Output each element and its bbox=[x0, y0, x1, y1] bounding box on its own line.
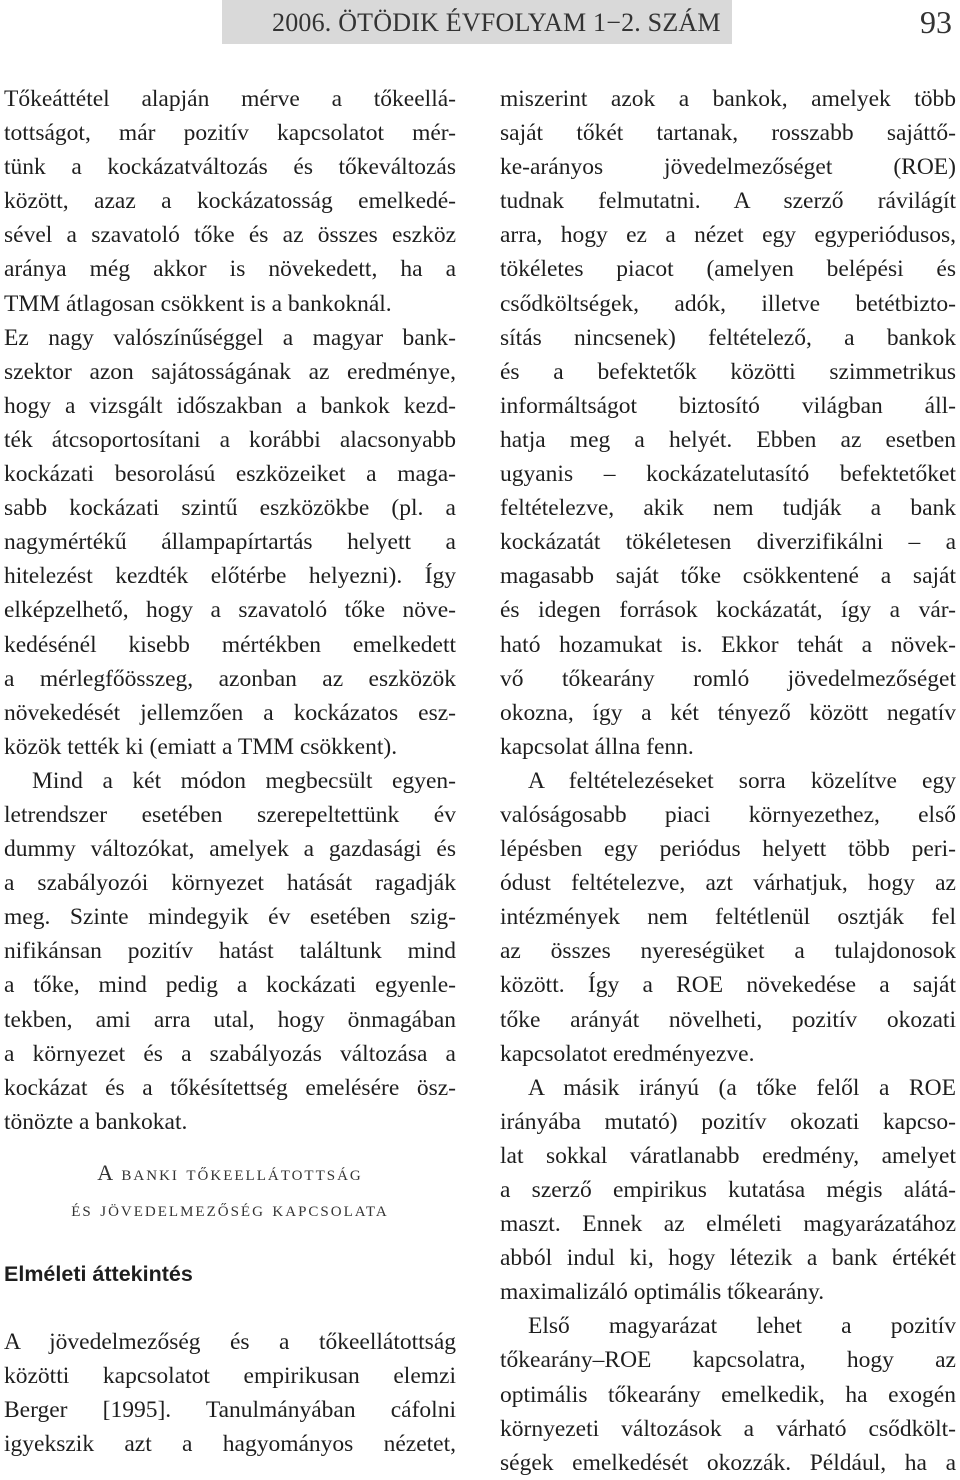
text-line: maximalizáló optimális tőkearány. bbox=[500, 1279, 825, 1306]
text-line: lépésben egy periódus helyett több peri- bbox=[500, 836, 956, 863]
text-line: csődköltségek, adók, illetve betétbizto- bbox=[500, 290, 956, 317]
text-line: aránya még akkor is növekedett, ha a bbox=[4, 256, 456, 283]
text-line: A jövedelmezőség és a tőkeellátottság bbox=[4, 1329, 456, 1355]
text-line: saját tőkét tartanak, rosszabb sajáttő- bbox=[500, 120, 956, 147]
text-line: és a befektetők közötti szimmetrikus bbox=[500, 358, 956, 385]
text-line: magasabb saját tőke csökkentené a saját bbox=[500, 563, 956, 590]
text-line: tőke arányát növelheti, pozitív okozati bbox=[500, 1006, 956, 1033]
text-line: tottságot, már pozitív kapcsolatot mér- bbox=[4, 120, 456, 147]
text-line: kockázati besorolású eszközeiket a maga- bbox=[4, 461, 456, 488]
text-line: intézmények nem feltétlenül osztják fel bbox=[500, 904, 956, 931]
text-line: dummy változókat, amelyek a gazdasági és bbox=[4, 836, 456, 863]
text-line: vő tőkearány romló jövedelmezőséget bbox=[500, 665, 956, 692]
page-number: 93 bbox=[920, 4, 952, 40]
text-line: a környezet és a szabályozás változása a bbox=[4, 1040, 456, 1067]
text-line: tökéletes piacot (amelyen belépési és bbox=[500, 256, 956, 283]
text-line: ték átcsoportosítani a korábbi alacsonyabb bbox=[4, 426, 456, 453]
right-paragraph-1 bbox=[500, 82, 956, 764]
right-paragraph-3 bbox=[500, 1071, 956, 1310]
text-line: között. Így a ROE növekedése a saját bbox=[500, 972, 956, 999]
text-line: abból indul ki, hogy létezik a bank értékét bbox=[500, 1245, 956, 1272]
subheading: Elméleti áttekintés bbox=[4, 1262, 193, 1286]
text-line: arra, hogy ez a nézet egy egyperiódusos, bbox=[500, 222, 956, 249]
section-title-line-1: A banki tőkeellátottság bbox=[97, 1160, 363, 1185]
text-line: a szabályozói környezet hatását ragadják bbox=[4, 870, 456, 897]
text-line: sabb kockázati szintű eszközökbe (pl. a bbox=[4, 495, 456, 522]
text-line: feltételezve, akik nem tudják a bank bbox=[500, 495, 956, 522]
text-line: a szerző empirikus kutatása mégis alátá- bbox=[500, 1177, 956, 1203]
text-line: tünk a kockázatváltozás és tőkeváltozás bbox=[4, 154, 456, 181]
text-line: elképzelhető, hogy a szavatoló tőke növe- bbox=[4, 597, 456, 624]
text-line: hitelezést kezdték előtérbe helyezni). Így bbox=[4, 563, 456, 590]
text-line: ódust feltételezve, azt várhatjuk, hogy az bbox=[500, 870, 956, 897]
left-paragraph-3 bbox=[4, 1325, 456, 1461]
text-line: ható hozamukat is. Ekkor tehát a növek- bbox=[500, 631, 956, 658]
text-line: Első magyarázat lehet a pozitív bbox=[528, 1313, 956, 1340]
text-line: valóságosabb piaci környezethez, első bbox=[500, 801, 956, 828]
text-line: az összes nyereségüket a tulajdonosok bbox=[500, 938, 956, 965]
text-line: növekedését jellemzően a kockázatos esz- bbox=[4, 699, 456, 726]
text-line: A másik irányú (a tőke felől a ROE bbox=[528, 1074, 956, 1101]
text-line: környezeti változások a várható csődkölt- bbox=[500, 1415, 956, 1442]
text-line: között, azaz a kockázatosság emelkedé- bbox=[4, 188, 456, 215]
text-line: tudnak felmutatni. A szerző rávilágít bbox=[500, 188, 956, 215]
text-line: sítás nincsenek) feltételező, a bankok bbox=[500, 324, 956, 351]
text-line: hatja meg a helyét. Ebben az esetben bbox=[500, 426, 956, 453]
text-line: közök tették ki (emiatt a TMM csökkent). bbox=[4, 733, 398, 760]
right-column bbox=[500, 82, 956, 1480]
text-line: miszerint azok a bankok, amelyek több bbox=[500, 86, 956, 112]
text-line: a tőke, mind pedig a kockázati egyenle- bbox=[4, 972, 456, 999]
text-line: tőkearány–ROE kapcsolatra, hogy az bbox=[500, 1347, 956, 1374]
text-line: A feltételezéseket sorra közelítve egy bbox=[528, 767, 956, 794]
text-line: Mind a két módon megbecsült egyen- bbox=[32, 767, 456, 794]
text-line: kapcsolatot eredményezve. bbox=[500, 1040, 755, 1067]
text-line: Berger [1995]. Tanulmányában cáfolni bbox=[4, 1397, 456, 1424]
text-line: kapcsolat állna fenn. bbox=[500, 733, 694, 760]
text-line: meg. Szinte mindegyik év esetében szig- bbox=[4, 904, 456, 931]
text-line: hogy a vizsgált időszakban a bankok kezd- bbox=[4, 392, 456, 419]
text-line: nagymértékű állampapírtartás helyett a bbox=[4, 529, 456, 556]
text-line: kedésénél kisebb mértékben emelkedett bbox=[4, 631, 456, 658]
text-line: nifikánsan pozitív hatást találtunk mind bbox=[4, 938, 456, 965]
text-line: ségek emelkedését okozzák. Például, ha a bbox=[500, 1449, 956, 1476]
text-line: tekben, ami arra utal, hogy önmagában bbox=[4, 1006, 456, 1033]
left-paragraph-1 bbox=[4, 82, 456, 764]
text-line: igyekszik azt a hagyományos nézetet, bbox=[4, 1431, 456, 1458]
left-column bbox=[4, 82, 456, 1139]
left-paragraph-2 bbox=[4, 764, 456, 1139]
right-paragraph-2 bbox=[500, 764, 956, 1071]
text-line: tönözte a bankokat. bbox=[4, 1108, 188, 1135]
section-title-line-2: és jövedelmezőség kapcsolata bbox=[71, 1196, 389, 1221]
right-paragraph-4 bbox=[500, 1309, 956, 1479]
text-line: kockázatát tökéletesen diverzifikálni – a bbox=[500, 529, 956, 556]
text-line: lat sokkal váratlanabb eredmény, amelyet bbox=[500, 1142, 956, 1169]
text-line: informáltságot biztosító világban áll- bbox=[500, 392, 956, 419]
text-line: kockázat és a tőkésítettség emelésére ösz- bbox=[4, 1074, 456, 1101]
text-line: sével a szavatoló tőke és az összes eszköz bbox=[4, 222, 456, 249]
text-line: okozna, így a két tényező között negatív bbox=[500, 699, 956, 726]
text-line: és idegen források kockázatát, így a vár- bbox=[500, 597, 956, 624]
text-line: optimális tőkearány emelkedik, ha exogén bbox=[500, 1381, 956, 1408]
text-line: letrendszer esetében szerepeltettünk év bbox=[4, 801, 456, 828]
text-line: ugyanis – kockázatelutasító befektetőket bbox=[500, 461, 956, 488]
text-line: ke-arányos jövedelmezőséget (ROE) bbox=[500, 154, 956, 181]
text-line: a mérlegfőösszeg, azonban az eszközök bbox=[4, 665, 456, 692]
text-line: TMM átlagosan csökkent is a bankoknál. bbox=[4, 290, 392, 317]
text-line: Ez nagy valószínűséggel a magyar bank- bbox=[4, 324, 456, 351]
text-line: maszt. Ennek az elméleti magyarázatához bbox=[500, 1211, 956, 1238]
text-line: irányába mutató) pozitív okozati kapcso- bbox=[500, 1108, 956, 1135]
text-line: Tőkeáttétel alapján mérve a tőkeellá- bbox=[4, 86, 456, 112]
text-line: szektor azon sajátosságának az eredménye, bbox=[4, 358, 456, 385]
journal-title: 2006. ÖTÖDIK ÉVFOLYAM 1−2. SZÁM bbox=[272, 8, 721, 37]
text-line: közötti kapcsolatot empirikusan elemzi bbox=[4, 1363, 456, 1390]
